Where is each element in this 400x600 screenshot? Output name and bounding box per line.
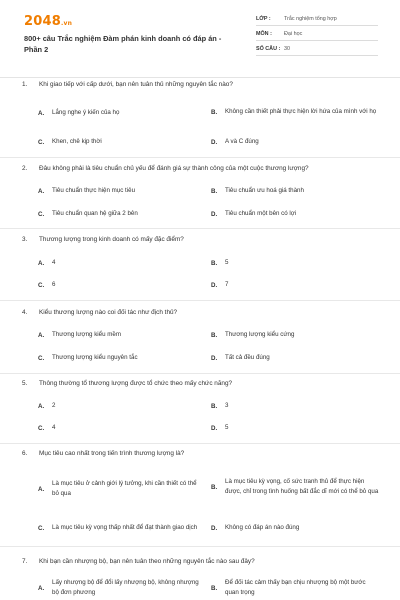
- answer-option-a[interactable]: [38, 184, 203, 198]
- question-number: 4.: [22, 309, 28, 316]
- option-text: Không cần thiết phải thực hiện lời hứa của mình với họ: [225, 108, 377, 115]
- answer-option-c[interactable]: [38, 421, 203, 435]
- meta-row-class: [256, 14, 378, 26]
- option-letter: C.: [38, 354, 45, 362]
- question-number: 2.: [22, 165, 28, 172]
- option-text: Để đối tác cảm thấy bạn chịu nhượng bộ một bước quan trọng: [225, 579, 366, 596]
- answer-option-b[interactable]: [211, 471, 381, 503]
- question-text: [22, 380, 382, 387]
- question-text: [22, 236, 382, 243]
- answer-option-c[interactable]: [38, 351, 203, 365]
- question-divider: [0, 157, 400, 158]
- option-letter: A.: [38, 402, 45, 410]
- question-text: [22, 450, 382, 457]
- answer-option-b[interactable]: [211, 328, 381, 342]
- option-letter: B.: [211, 584, 218, 592]
- logo-domain: .vn: [60, 20, 73, 27]
- option-letter: A.: [38, 331, 45, 339]
- option-letter: A.: [38, 584, 45, 592]
- question-number: 3.: [22, 236, 28, 243]
- option-text: Tiêu chuẩn thực hiện mục tiêu: [52, 187, 136, 194]
- option-letter: B.: [211, 259, 218, 267]
- answer-option-c[interactable]: [38, 135, 203, 149]
- question-divider: [0, 443, 400, 444]
- answer-option-b[interactable]: [211, 256, 381, 270]
- question-stem: Mục tiêu cao nhất trong tiến trình thương lượng là?: [39, 450, 185, 457]
- option-letter: D.: [211, 524, 218, 532]
- question-divider: [0, 546, 400, 547]
- document-title: 800+ câu Trắc nghiệm Đàm phán kinh doanh có đáp án - Phần 2: [24, 34, 222, 54]
- answer-option-c[interactable]: [38, 278, 203, 292]
- question-stem: Thông thường tổ thương lượng được tổ chức theo mấy chức năng?: [39, 380, 233, 387]
- header-divider: [0, 77, 400, 78]
- option-text: Thương lượng kiểu cứng: [225, 331, 295, 338]
- option-letter: B.: [211, 402, 218, 410]
- question-number: 6.: [22, 450, 28, 457]
- question-stem: Khi bạn cần nhượng bộ, bạn nên tuân theo những nguyên tắc nào sau đây?: [39, 558, 255, 565]
- answer-option-b[interactable]: [211, 101, 381, 123]
- option-letter: C.: [38, 210, 45, 218]
- question-text: [22, 81, 382, 88]
- option-letter: A.: [38, 485, 45, 493]
- option-text: 6: [52, 281, 56, 288]
- answer-option-d[interactable]: [211, 135, 381, 149]
- option-text: Tất cả đều đúng: [225, 354, 270, 361]
- option-text: Khen, chê kịp thời: [52, 138, 102, 145]
- question-text: [22, 558, 382, 565]
- question-divider: [0, 300, 400, 301]
- option-letter: A.: [38, 109, 45, 117]
- meta-label: MÔN :: [256, 31, 272, 37]
- option-letter: A.: [38, 187, 45, 195]
- meta-value: Trắc nghiệm tổng hợp: [284, 16, 337, 22]
- option-text: Không có đáp án nào đúng: [225, 524, 300, 531]
- option-letter: D.: [211, 281, 218, 289]
- option-letter: D.: [211, 354, 218, 362]
- question-number: 1.: [22, 81, 28, 88]
- option-text: 4: [52, 259, 56, 266]
- meta-label: SỐ CÂU :: [256, 46, 281, 52]
- document-header: [0, 0, 400, 72]
- question-text: [22, 309, 382, 316]
- option-text: 4: [52, 424, 56, 431]
- answer-option-b[interactable]: [211, 577, 381, 599]
- option-text: Là mục tiêu ở cảnh giới lý tưởng, khi cần thiết có thể bỏ qua: [52, 480, 197, 497]
- option-text: 3: [225, 402, 229, 409]
- option-text: Là mục tiêu kỳ vọng thấp nhất để đạt thành giao dịch: [52, 524, 198, 531]
- question-stem: Khi giao tiếp với cấp dưới, bạn nên tuân thủ những nguyên tắc nào?: [39, 81, 233, 88]
- option-text: Thương lượng kiểu nguyên tắc: [52, 354, 138, 361]
- answer-option-a[interactable]: [38, 105, 203, 121]
- question-number: 5.: [22, 380, 28, 387]
- question-divider: [0, 373, 400, 374]
- option-letter: D.: [211, 138, 218, 146]
- option-letter: C.: [38, 424, 45, 432]
- meta-value: Đại học: [284, 31, 303, 37]
- answer-option-b[interactable]: [211, 399, 381, 413]
- option-text: Thương lượng kiểu mềm: [52, 331, 122, 338]
- answer-option-a[interactable]: [38, 256, 203, 270]
- answer-option-c[interactable]: [38, 207, 203, 221]
- site-logo[interactable]: [24, 14, 72, 29]
- meta-value: 30: [284, 46, 290, 52]
- question-divider: [0, 228, 400, 229]
- answer-option-a[interactable]: [38, 577, 203, 599]
- answer-option-c[interactable]: [38, 517, 203, 539]
- answer-option-d[interactable]: [211, 421, 381, 435]
- question-stem: Thương lượng trong kinh doanh có mấy đặc điểm?: [39, 236, 184, 243]
- answer-option-d[interactable]: [211, 207, 381, 221]
- logo-text: 2048: [24, 14, 61, 29]
- meta-label: LỚP :: [256, 16, 271, 22]
- option-letter: D.: [211, 424, 218, 432]
- question-stem: Kiểu thương lượng nào coi đối tác như địch thủ?: [39, 309, 178, 316]
- option-letter: C.: [38, 281, 45, 289]
- option-letter: C.: [38, 138, 45, 146]
- answer-option-d[interactable]: [211, 278, 381, 292]
- option-text: 5: [225, 424, 229, 431]
- question-number: 7.: [22, 558, 28, 565]
- option-text: Lắng nghe ý kiến của họ: [52, 109, 120, 116]
- option-text: Lấy nhượng bộ để đổi lấy nhượng bộ, không nhượng bộ đơn phương: [52, 579, 199, 596]
- meta-row-subject: [256, 29, 378, 41]
- option-text: A và C đúng: [225, 138, 259, 145]
- answer-option-d[interactable]: [211, 351, 381, 365]
- question-text: [22, 165, 382, 172]
- question-stem: Đâu không phải là tiêu chuẩn chủ yếu để đánh giá sự thành công của một cuộc thương lượng?: [39, 165, 309, 172]
- meta-row-count: [256, 44, 378, 56]
- option-letter: B.: [211, 108, 218, 116]
- answer-option-a[interactable]: [38, 478, 203, 500]
- option-letter: B.: [211, 331, 218, 339]
- option-text: 2: [52, 402, 56, 409]
- answer-option-b[interactable]: [211, 184, 381, 198]
- answer-option-a[interactable]: [38, 399, 203, 413]
- option-letter: C.: [38, 524, 45, 532]
- option-letter: B.: [211, 483, 218, 491]
- option-text: 7: [225, 281, 229, 288]
- option-text: Tiêu chuẩn một bên có lợi: [225, 210, 297, 217]
- option-letter: A.: [38, 259, 45, 267]
- answer-option-a[interactable]: [38, 328, 203, 342]
- option-text: Là mục tiêu kỳ vọng, cố sức tranh thủ để thực hiện được, chỉ trong tình huống bất đắc dĩ mới có thể bỏ qua: [225, 478, 379, 495]
- option-letter: D.: [211, 210, 218, 218]
- answer-option-d[interactable]: [211, 521, 381, 535]
- option-text: Tiêu chuẩn ưu hoá giá thành: [225, 187, 304, 194]
- option-text: Tiêu chuẩn quan hệ giữa 2 bên: [52, 210, 138, 217]
- option-text: 5: [225, 259, 229, 266]
- option-letter: B.: [211, 187, 218, 195]
